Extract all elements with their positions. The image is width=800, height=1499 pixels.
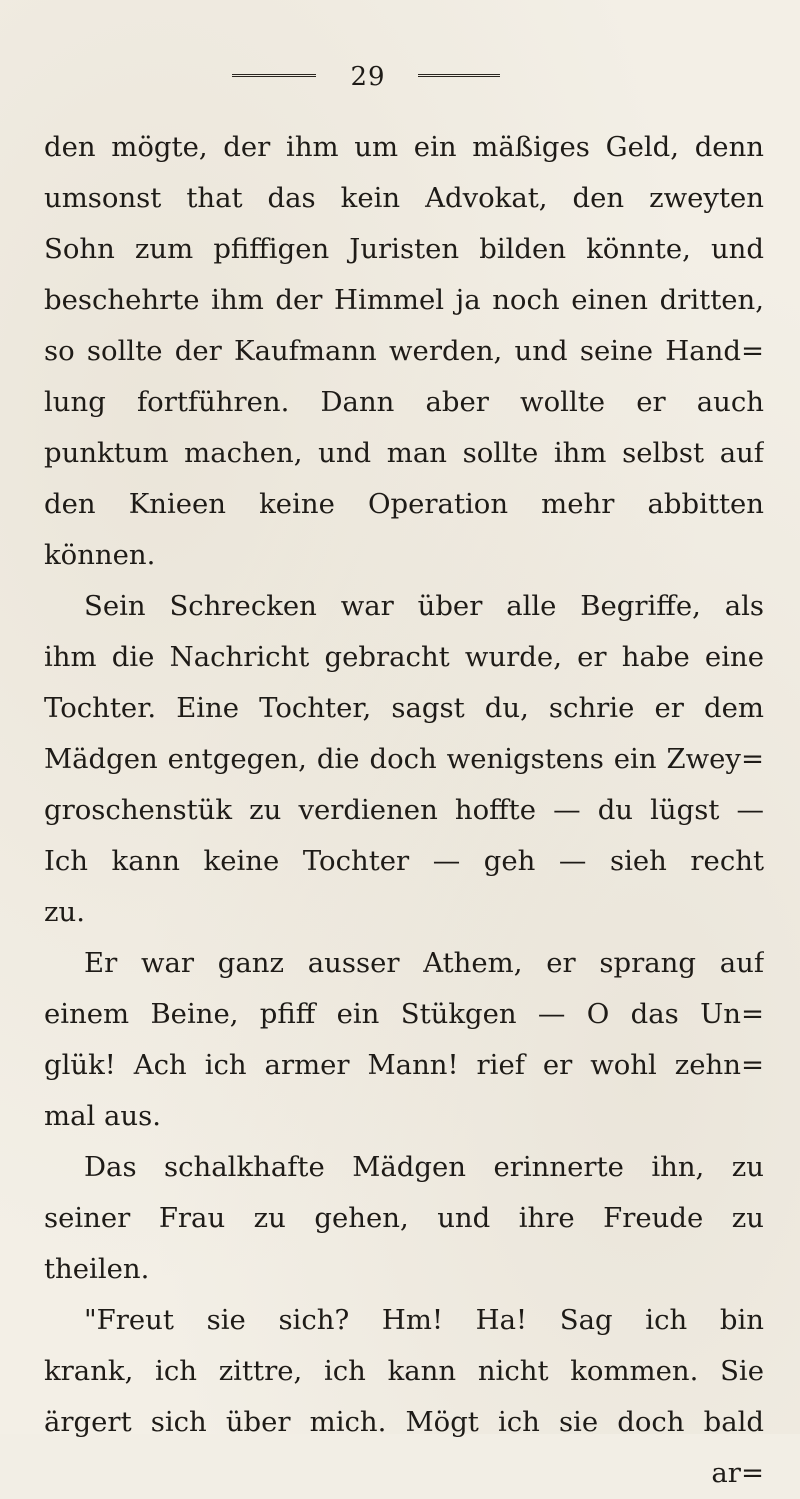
running-head — [0, 62, 800, 112]
header-rule-left — [232, 74, 316, 77]
text-line: so sollte der Kaufmann werden, und seine Hand= — [44, 335, 764, 367]
text-line: zu. — [44, 896, 85, 928]
text-line: den mögte, der ihm um ein mäßiges Geld, denn — [44, 131, 764, 163]
text-line: theilen. — [44, 1253, 150, 1285]
paragraph-start-line: Das schalkhafte Mädgen erinnerte ihn, zu — [84, 1151, 764, 1183]
text-line: den Knieen keine Operation mehr abbitten — [44, 488, 764, 520]
text-line: können. — [44, 539, 156, 571]
text-line: groschenstük zu verdienen hoffte — du lügst — — [44, 794, 764, 826]
paragraph-start-line: Er war ganz ausser Athem, er sprang auf — [84, 947, 764, 979]
text-line: einem Beine, pfiff ein Stükgen — O das Un= — [44, 998, 764, 1030]
text-line: Mädgen entgegen, die doch wenigstens ein Zwey= — [44, 743, 764, 775]
catchword: ar= — [711, 1457, 764, 1489]
header-rule-right — [418, 74, 500, 77]
text-line: umsonst that das kein Advokat, den zweyten — [44, 182, 764, 214]
text-line: ärgert sich über mich. Mögt ich sie doch bald — [44, 1406, 764, 1438]
page-number: 29 — [350, 62, 386, 92]
text-line: Tochter. Eine Tochter, sagst du, schrie er dem — [44, 692, 764, 724]
text-line: beschehrte ihm der Himmel ja noch einen dritten, — [44, 284, 764, 316]
paragraph-start-line: "Freut sie sich? Hm! Ha! Sag ich bin — [84, 1304, 764, 1336]
text-line: krank, ich zittre, ich kann nicht kommen. Sie — [44, 1355, 764, 1387]
text-line: mal aus. — [44, 1100, 161, 1132]
text-line: Ich kann keine Tochter — geh — sieh recht — [44, 845, 764, 877]
text-line: Sohn zum pfiffigen Juristen bilden könnte, und — [44, 233, 764, 265]
text-line: glük! Ach ich armer Mann! rief er wohl zehn= — [44, 1049, 764, 1081]
text-line: ihm die Nachricht gebracht wurde, er habe eine — [44, 641, 764, 673]
paragraph-start-line: Sein Schrecken war über alle Begriffe, als — [84, 590, 764, 622]
text-line: punktum machen, und man sollte ihm selbst auf — [44, 437, 764, 469]
text-line: seiner Frau zu gehen, und ihre Freude zu — [44, 1202, 764, 1234]
text-line: lung fortführen. Dann aber wollte er auch — [44, 386, 764, 418]
body-text — [44, 122, 764, 1499]
